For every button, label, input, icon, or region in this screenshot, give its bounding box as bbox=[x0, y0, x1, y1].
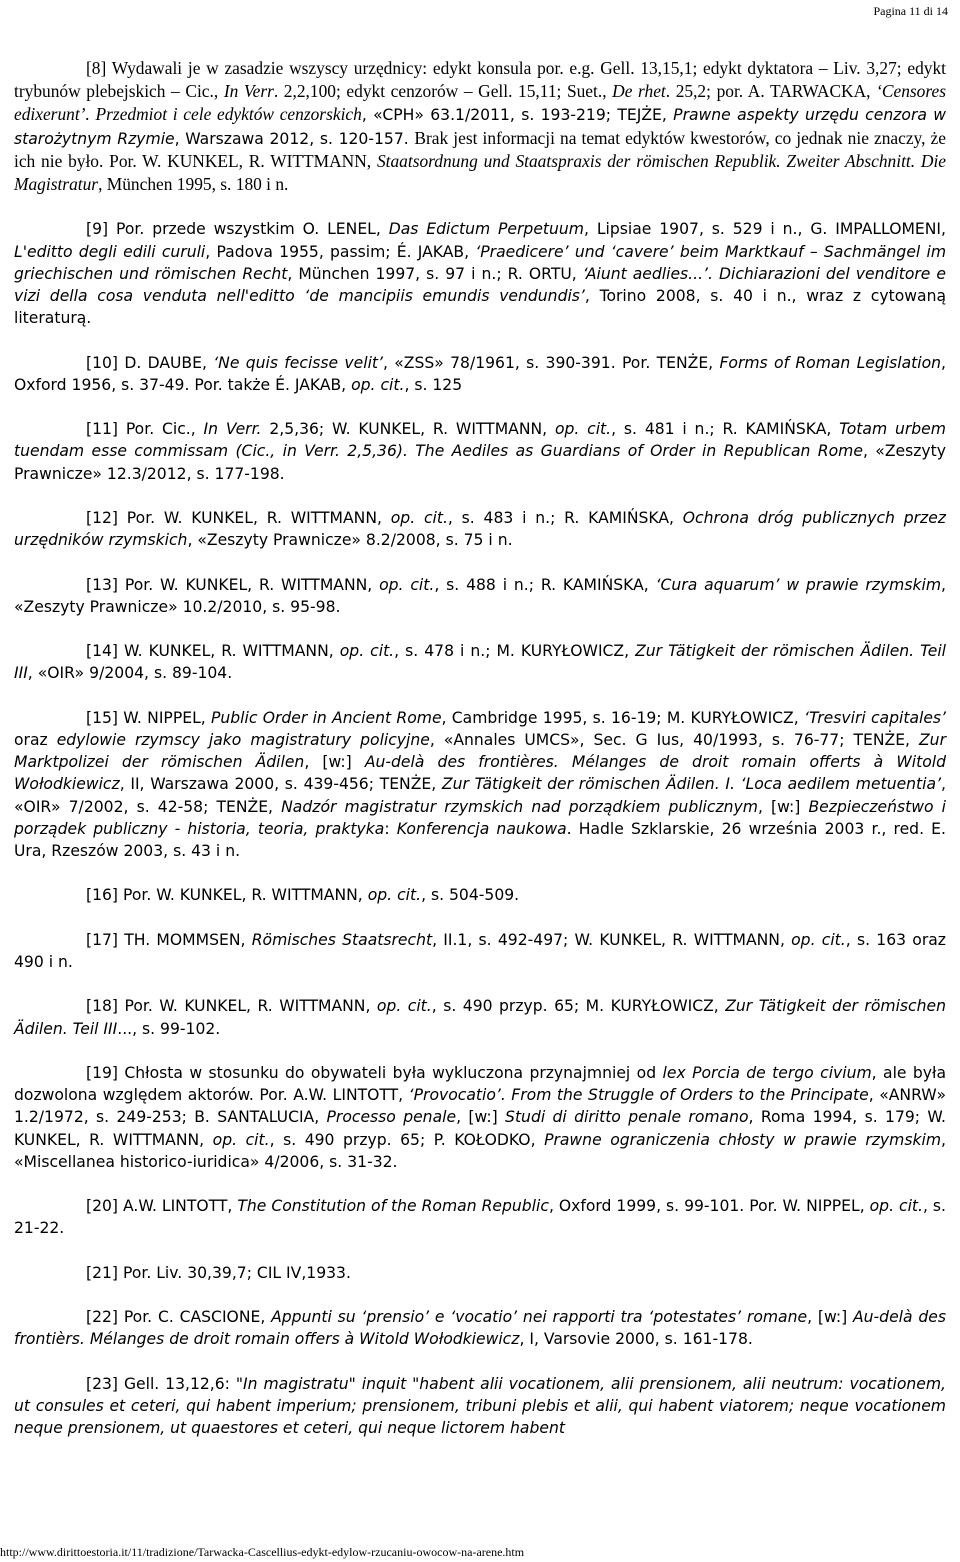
footnote-segment: De rhet bbox=[612, 81, 666, 102]
footnote-segment: , s. 478 i n.; M. KURYŁOWICZ, bbox=[394, 642, 636, 661]
footnote-segment: [19] Chłosta w stosunku do obywateli była wykluczona przynajmniej od bbox=[86, 1063, 663, 1082]
footnote-segment: , Padova 1955, passim; É. JAKAB, bbox=[205, 242, 476, 261]
footnote-segment: op. cit. bbox=[351, 375, 405, 394]
footnote-segment: ‘Provocatio’. From the Struggle of Orders to the Principate bbox=[408, 1086, 869, 1105]
footnote-segment: , s. 504-509. bbox=[421, 886, 520, 905]
footnote-segment: , s. 481 i n.; R. KAMIŃSKA, bbox=[611, 420, 840, 439]
footnote-20 bbox=[14, 1195, 946, 1239]
footnote-segment: op. cit. bbox=[791, 930, 846, 949]
footnote-segment: , [w:] bbox=[304, 753, 365, 772]
footnote-segment: Prawne aspekty urzędu cenzora w starożytnym Rzymie bbox=[14, 106, 946, 148]
footnote-segment: , Oxford 1956, s. 37-49. Por. także É. JAKAB, bbox=[14, 353, 946, 394]
footnote-segment: , Cambridge 1995, s. 16-19; M. KURYŁOWICZ, bbox=[441, 708, 804, 727]
footnote-segment: Totam urbem tuendam esse commissam (Cic., in Verr. 2,5,36). The Aediles as Guardians of Order in Republican Rome bbox=[14, 420, 946, 461]
footnote-13 bbox=[14, 574, 946, 618]
footnote-segment: L'editto degli edili curuli bbox=[14, 242, 206, 261]
footnote-22 bbox=[14, 1306, 946, 1350]
footnote-segment: In Verr. bbox=[203, 420, 262, 439]
footnote-segment: , ale była dozwolona względem aktorów. Por. A.W. LINTOTT, bbox=[14, 1063, 947, 1105]
footnote-segment: op. cit. bbox=[379, 575, 435, 594]
footnote-segment: , «OIR» 9/2004, s. 89-104. bbox=[27, 664, 233, 683]
footnote-segment: , s. 490 przyp. 65; P. KOŁODKO, bbox=[269, 1130, 545, 1149]
footnote-segment: Studi di diritto penale romano bbox=[505, 1108, 749, 1127]
page-number: Pagina 11 di 14 bbox=[873, 4, 948, 18]
footnote-segment: , [w:] bbox=[456, 1108, 506, 1127]
footnote-segment: [17] TH. MOMMSEN, bbox=[86, 930, 252, 949]
footnote-segment: [12] Por. W. KUNKEL, R. WITTMANN, bbox=[86, 509, 391, 527]
footnote-segment: , «CPH» 63.1/2011, s. 193-219; TEJŻE, bbox=[361, 106, 674, 125]
footnote-segment: Au-delà des frontières. Mélanges de droit romain offerts à Witold Wołodkiewicz bbox=[14, 753, 947, 794]
footnote-segment: Brak jest informacji na temat edyktów kwestorów, co jednak nie znaczy, że ich nie było. Por. W. KUNKEL, R. WITTMANN, bbox=[14, 127, 946, 171]
footnote-segment: , «Zeszyty Prawnicze» 12.3/2012, s. 177-198. bbox=[14, 442, 946, 483]
footnote-segment: [22] Por. C. CASCIONE, bbox=[86, 1308, 272, 1327]
footnote-14 bbox=[14, 640, 946, 684]
footnote-21 bbox=[14, 1262, 946, 1284]
footnote-segment: Zur Marktpolizei der römischen Ädilen bbox=[14, 730, 946, 772]
page-url: http://www.dirittoestoria.it/11/tradizione/Tarwacka-Cascellius-edykt-edylow-rzucaniu-owocow-na-arene.htm bbox=[0, 1545, 525, 1559]
footnote-18 bbox=[14, 995, 946, 1039]
footnote-segment: , [w:] bbox=[807, 1308, 853, 1327]
footnote-9 bbox=[14, 218, 946, 329]
footnote-17 bbox=[14, 929, 946, 973]
footnote-23 bbox=[14, 1373, 946, 1440]
footnotes-section bbox=[14, 57, 946, 1462]
footnote-segment: , II.1, s. 492-497; W. KUNKEL, R. WITTMANN, bbox=[432, 930, 792, 949]
footnote-segment: op. cit. bbox=[339, 642, 395, 661]
footnote-segment: Prawne ograniczenia chłosty w prawie rzymskim bbox=[544, 1130, 942, 1149]
footnote-segment: , s. 490 przyp. 65; M. KURYŁOWICZ, bbox=[431, 997, 726, 1016]
footnote-segment: Zur Tätigkeit der römischen Ädilen. Teil III bbox=[14, 642, 946, 683]
footnote-segment: , München 1995, s. 180 i n. bbox=[98, 174, 289, 195]
footnote-segment: Bezpieczeństwo i porządek publiczny - historia, teoria, praktyka bbox=[14, 797, 947, 838]
footnote-segment: The Constitution of the Roman Republic bbox=[237, 1197, 549, 1216]
footnote-segment: Das Edictum Perpetuum bbox=[388, 220, 584, 239]
footnote-segment: Appunti su ‘prensio’ e ‘vocatio’ nei rapporti tra ‘potestates’ romane bbox=[271, 1308, 808, 1327]
footnote-segment: . Hadle Szklarskie, 26 września 2003 r., red. E. Ura, Rzeszów 2003, s. 43 i n. bbox=[14, 819, 946, 860]
footnote-8 bbox=[14, 57, 946, 196]
footnote-segment: Processo penale bbox=[326, 1108, 457, 1127]
footnote-segment: ‘Ne quis fecisse velit’ bbox=[213, 353, 383, 372]
footnote-segment: Au-delà des frontièrs. Mélanges de droit romain offers à Witold Wołodkiewicz bbox=[14, 1308, 946, 1349]
footnote-segment: Ochrona dróg publicznych przez urzędników rzymskich bbox=[14, 509, 946, 550]
footnote-segment: [10] D. DAUBE, bbox=[86, 353, 214, 372]
footnote-segment: Nadzór magistratur rzymskich nad porządkiem publicznym bbox=[281, 797, 758, 816]
footnote-segment: , München 1997, s. 97 i n.; R. ORTU, bbox=[287, 264, 583, 283]
footnote-segment: Public Order in Ancient Rome bbox=[211, 708, 442, 727]
footnote-segment: op. cit. bbox=[390, 509, 448, 527]
footnote-segment: , II, Warszawa 2000, s. 439-456; TENŻE, bbox=[119, 775, 442, 794]
footnote-segment: , s. 21-22. bbox=[14, 1197, 946, 1238]
footnote-segment: [11] Por. Cic., bbox=[86, 420, 204, 439]
footnote-segment: , «ANRW» 1.2/1972, s. 249-253; B. SANTALUCIA, bbox=[14, 1086, 946, 1127]
footnote-12 bbox=[14, 507, 946, 551]
footnote-segment: [16] Por. W. KUNKEL, R. WITTMANN, bbox=[86, 886, 368, 905]
footnote-segment: [18] Por. W. KUNKEL, R. WITTMANN, bbox=[86, 997, 377, 1016]
footnote-segment: oraz bbox=[14, 730, 57, 749]
footnote-segment: , Torino 2008, s. 40 i n., wraz z cytowaną literaturą. bbox=[14, 287, 947, 328]
footnote-segment: op. cit. bbox=[869, 1197, 923, 1216]
footnote-segment: [9] Por. przede wszystkim O. LENEL, bbox=[86, 220, 389, 239]
footnote-segment: ..., s. 99-102. bbox=[117, 1019, 221, 1038]
footnote-segment: [13] Por. W. KUNKEL, R. WITTMANN, bbox=[86, 575, 380, 594]
footnote-segment: , s. 125 bbox=[404, 375, 463, 394]
footnote-segment: 2,5,36; W. KUNKEL, R. WITTMANN, bbox=[261, 420, 555, 439]
footnote-segment: ‘Praedicere’ und ‘cavere’ beim Marktkauf – Sachmängel im griechischen und römischen Recht bbox=[14, 242, 947, 283]
footnote-segment: [21] Por. Liv. 30,39,7; CIL IV,1933. bbox=[86, 1263, 351, 1282]
footnote-segment: Staatsordnung und Staatspraxis der römischen Republik. Zweiter Abschnitt. Die Magistratur bbox=[14, 150, 946, 195]
footnote-segment: ‘Censores edixerunt’. Przedmiot i cele edyktów cenzorskich bbox=[14, 81, 946, 125]
footnote-segment: , Roma 1994, s. 179; W. KUNKEL, R. WITTMANN, bbox=[14, 1108, 946, 1149]
footnote-segment: edylowie rzymscy jako magistratury policyjne bbox=[56, 730, 430, 749]
footnote-segment: [15] W. NIPPEL, bbox=[86, 708, 211, 727]
footnote-segment: ‘Cura aquarum’ w prawie rzymskim bbox=[655, 575, 942, 594]
footnote-segment: Forms of Roman Legislation bbox=[719, 353, 942, 372]
footnote-segment: . 2,2,100; edykt cenzorów – Gell. 15,11; Suet., bbox=[273, 81, 613, 102]
footnote-segment: "In magistratu" inquit "habent alii vocationem, alii prensionem, alii neutrum: vocationem, ut consules et ceteri, qui habent imperium; prensionem, tribuni plebis et alii, qui habent viatorem; neque vocationem neque prensionem, ut quaestores et ceteri, qui neque lictorem habent bbox=[14, 1374, 947, 1438]
footnote-segment: Zur Tätigkeit der römischen Ädilen. I. ‘Loca aedilem metuentia’ bbox=[441, 775, 942, 794]
footnote-segment: , Warszawa 2012, s. 120-157. bbox=[174, 129, 415, 148]
footnote-segment: , «OIR» 7/2002, s. 42-58; TENŻE, bbox=[14, 775, 946, 816]
footnote-segment: , «Miscellanea historico-iuridica» 4/2006, s. 31-32. bbox=[14, 1130, 946, 1171]
footnote-segment: , «Zeszyty Prawnicze» 10.2/2010, s. 95-98. bbox=[14, 575, 946, 616]
footnote-segment: , «ZSS» 78/1961, s. 390-391. Por. TENŻE, bbox=[382, 353, 720, 372]
footnote-segment: . 25,2; por. A. TARWACKA, bbox=[665, 81, 877, 102]
footnote-segment: , [w:] bbox=[757, 797, 809, 816]
footnote-segment: , «Zeszyty Prawnicze» 8.2/2008, s. 75 i n. bbox=[187, 531, 513, 550]
footnote-segment: ‘Tresviri capitales’ bbox=[803, 708, 947, 727]
footnote-segment: op. cit. bbox=[367, 886, 422, 905]
footnote-segment: Konferencja naukowa bbox=[396, 819, 567, 838]
footnote-segment: op. cit. bbox=[554, 420, 612, 439]
footnote-segment: Zur Tätigkeit der römischen Ädilen. Teil III bbox=[14, 997, 946, 1038]
footnote-15 bbox=[14, 707, 946, 862]
footnote-10 bbox=[14, 352, 946, 396]
footnote-segment: In Verr bbox=[223, 81, 274, 102]
footnote-segment: , Oxford 1999, s. 99-101. Por. W. NIPPEL, bbox=[548, 1197, 870, 1216]
footnote-16 bbox=[14, 884, 946, 906]
footnote-11 bbox=[14, 418, 946, 485]
footnote-segment: , «Annales UMCS», Sec. G Ius, 40/1993, s. 76-77; TENŻE, bbox=[429, 730, 919, 749]
footnote-segment: [8] Wydawali je w zasadzie wszyscy urzędnicy: edykt konsula por. e.g. Gell. 13,15,1; edykt dyktatora – Liv. 3,27; edykt trybunów plebejskich – Cic., bbox=[14, 58, 946, 102]
footnote-segment: ‘Aiunt aedlies...’. Dichiarazioni del venditore e vizi della cosa venduta nell'editto ‘de mancipiis emundis vendundis’ bbox=[14, 264, 946, 306]
footnote-segment: [23] Gell. 13,12,6: bbox=[86, 1374, 236, 1393]
footnote-19 bbox=[14, 1062, 946, 1173]
footnote-segment: Römisches Staatsrecht bbox=[251, 930, 433, 949]
footnote-segment: lex Porcia de tergo civium bbox=[662, 1063, 872, 1082]
footnote-segment: op. cit. bbox=[376, 997, 432, 1016]
footnote-segment: op. cit. bbox=[212, 1130, 270, 1149]
footnote-segment: , s. 488 i n.; R. KAMIŃSKA, bbox=[434, 575, 656, 594]
footnote-segment: : bbox=[384, 819, 397, 838]
footnote-segment: , I, Varsovie 2000, s. 161-178. bbox=[519, 1330, 753, 1349]
footnote-segment: [20] A.W. LINTOTT, bbox=[86, 1197, 238, 1216]
footnote-segment: , s. 483 i n.; R. KAMIŃSKA, bbox=[447, 509, 683, 527]
footnote-segment: , Lipsiae 1907, s. 529 i n., G. IMPALLOMENI, bbox=[584, 220, 946, 239]
footnote-segment: [14] W. KUNKEL, R. WITTMANN, bbox=[86, 642, 340, 661]
footnote-segment: , s. 163 oraz 490 i n. bbox=[14, 930, 946, 971]
